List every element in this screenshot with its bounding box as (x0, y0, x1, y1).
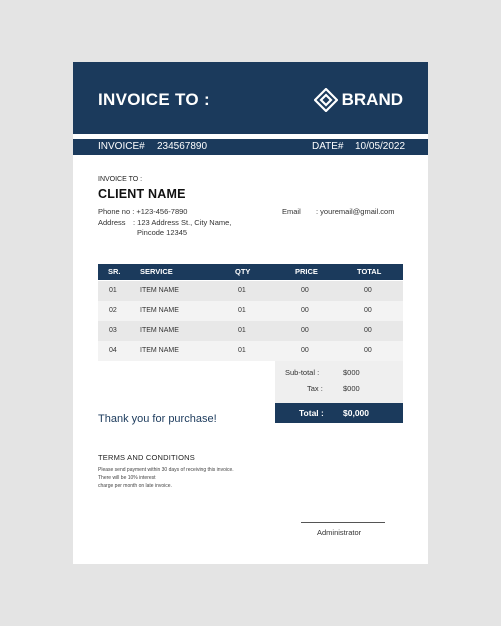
cell-price: 00 (301, 327, 309, 334)
cell-total: 00 (364, 287, 372, 294)
terms-line-3: charge per month on late invoice. (98, 483, 172, 489)
address-line-1: : 123 Address St., City Name, (133, 218, 232, 227)
thank-you-message: Thank you for purchase! (98, 413, 217, 425)
phone-value: +123-456-7890 (136, 207, 188, 216)
brand-logo (314, 88, 403, 112)
cell-qty: 01 (238, 347, 246, 354)
diamond-logo-icon (314, 88, 338, 112)
cell-qty: 01 (238, 287, 246, 294)
col-total: TOTAL (357, 267, 382, 276)
invoice-info-bar (73, 139, 428, 155)
cell-service: ITEM NAME (140, 307, 179, 314)
table-row (98, 281, 403, 301)
invoice-header (73, 62, 428, 134)
signature-line (301, 522, 385, 523)
cell-total: 00 (364, 347, 372, 354)
invoice-to-label: INVOICE TO : (98, 176, 143, 183)
cell-sr: 01 (109, 287, 117, 294)
phone-row (98, 207, 187, 217)
table-row (98, 301, 403, 321)
phone-label: Phone no : (98, 207, 135, 216)
invoice-page (73, 62, 428, 564)
date-label: DATE# (312, 141, 344, 152)
signature-label: Administrator (317, 528, 362, 537)
col-qty: QTY (235, 267, 251, 276)
tax-value: $000 (343, 384, 360, 393)
header-title: INVOICE TO : (98, 90, 210, 109)
terms-line-2: There will be 10% interest (98, 475, 156, 481)
address-label: Address (98, 218, 126, 227)
cell-total: 00 (364, 307, 372, 314)
cell-service: ITEM NAME (140, 327, 179, 334)
cell-price: 00 (301, 287, 309, 294)
terms-title: TERMS AND CONDITIONS (98, 453, 195, 462)
cell-total: 00 (364, 327, 372, 334)
grand-total-bar (275, 403, 403, 423)
table-row (98, 341, 403, 361)
client-name: CLIENT NAME (98, 187, 186, 201)
terms-text (98, 466, 234, 490)
invoice-date: 10/05/2022 (355, 141, 406, 152)
tax-label: Tax : (307, 384, 323, 393)
invoice-number: 234567890 (157, 141, 208, 152)
col-price: PRICE (295, 267, 318, 276)
subtotal-label: Sub-total : (285, 368, 320, 377)
email-value: : youremail@gmail.com (316, 207, 395, 216)
email-label: Email (282, 207, 301, 216)
address-line-2: Pincode 12345 (137, 228, 188, 237)
total-value: $0,000 (343, 408, 369, 418)
address-value (133, 218, 231, 238)
brand-name: BRAND (341, 90, 403, 109)
col-sr: SR. (108, 267, 121, 276)
cell-service: ITEM NAME (140, 287, 179, 294)
total-label: Total : (299, 408, 324, 418)
cell-qty: 01 (238, 307, 246, 314)
invoice-number-label: INVOICE# (98, 141, 145, 152)
cell-sr: 04 (109, 347, 117, 354)
cell-price: 00 (301, 307, 309, 314)
cell-price: 00 (301, 347, 309, 354)
cell-service: ITEM NAME (140, 347, 179, 354)
cell-sr: 02 (109, 307, 117, 314)
subtotal-value: $000 (343, 368, 360, 377)
col-service: SERVICE (140, 267, 173, 276)
table-row (98, 321, 403, 341)
terms-line-1: Please send payment within 30 days of receiving this invoice. (98, 467, 234, 473)
cell-sr: 03 (109, 327, 117, 334)
cell-qty: 01 (238, 327, 246, 334)
totals-summary (275, 361, 403, 403)
table-header (98, 264, 403, 280)
